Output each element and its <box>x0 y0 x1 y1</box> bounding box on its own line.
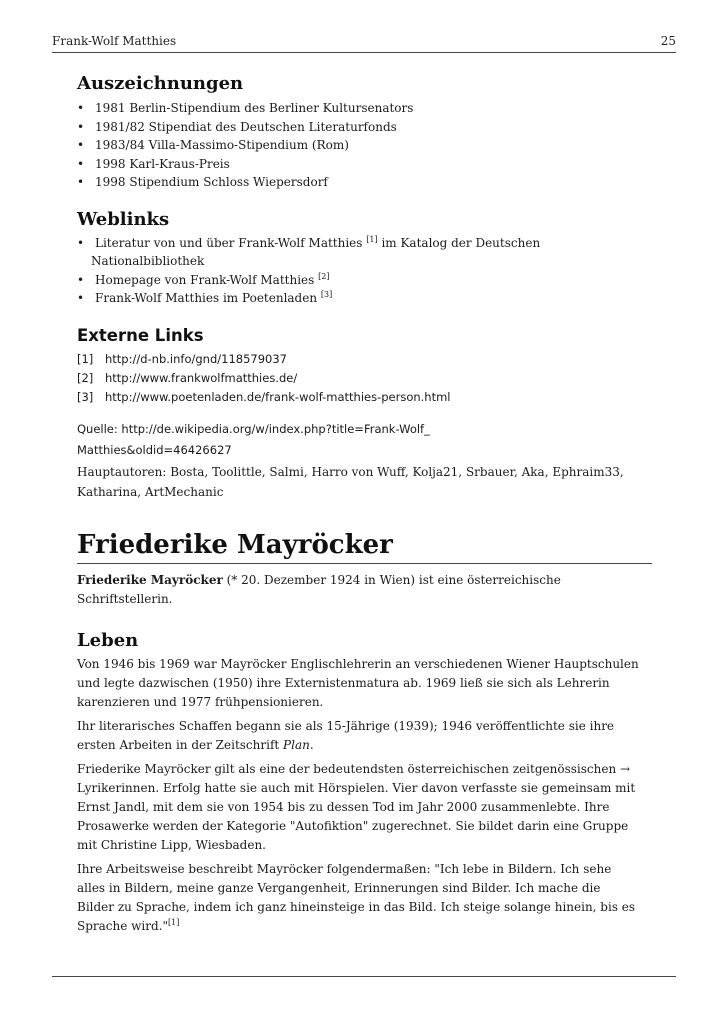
list-item <box>77 271 652 290</box>
bullet-icon: • <box>77 101 85 115</box>
page-number: 25 <box>660 34 676 48</box>
list-item <box>77 289 652 308</box>
article-intro: Friederike Mayröcker (* 20. Dezember 1924 in Wien) ist eine österreichische Schriftstellerin. <box>77 572 561 606</box>
link-number: [3] <box>77 389 94 404</box>
bullet-icon: • <box>77 156 85 171</box>
list-item: • 1998 Karl-Kraus-Preis <box>77 155 652 174</box>
page-content <box>77 72 652 936</box>
bullet-icon: • <box>77 235 85 250</box>
footnote-ref: [1] <box>366 234 378 244</box>
list-item: • 1983/84 Villa-Massimo-Stipendium (Rom) <box>77 136 652 155</box>
header-rule <box>52 52 676 53</box>
bullet-icon: • <box>77 175 85 189</box>
list-item <box>77 350 652 369</box>
list-item: • Literatur von und über Frank-Wolf Matthies [1] im Katalog der Deutschen Nationalbibliothek <box>77 234 541 268</box>
external-link[interactable]: http://www.frankwolfmatthies.de/ <box>105 370 298 385</box>
list-item: • 1981 Berlin-Stipendium des Berliner Kultursenators <box>77 99 652 118</box>
external-links-list <box>77 350 652 407</box>
weblink-2[interactable]: Homepage von Frank-Wolf Matthies <box>95 272 315 287</box>
section-heading-leben: Leben <box>77 629 139 651</box>
bullet-icon: • <box>77 119 85 134</box>
paragraph: Ihre Arbeitsweise beschreibt Mayröcker folgendermaßen: "Ich lebe in Bildern. Ich sehe alles in Bildern, meine ganze Vergangenheit, Erinnerungen sind Bilder. Ich mache die Bilder zu Sprache, indem ich ganz hineinsteige in das Bild. Ich steige solange hinein, bis es Sprache wird."[1] <box>77 861 636 933</box>
external-link[interactable]: http://www.poetenladen.de/frank-wolf-matthies-person.html <box>105 389 451 404</box>
awards-heading: Auszeichnungen <box>77 73 244 94</box>
paragraph: Friederike Mayröcker gilt als eine der bedeutendsten österreichischen zeitgenössischen → Lyrikerinnen. Erfolg hatte sie auch mit Hörspielen. Vier davon verfasste sie gemeinsam mit Ernst Jandl, mit dem sie von 1954 bis zu dessen Tod im Jahr 2000 zusammenlebte. Ihre Prosawerke werden der Kategorie "Autofiktion" zugerechnet. Sie bildet darin eine Gruppe mit Christine Lipp, Wiesbaden. <box>77 761 636 852</box>
link-number: [1] <box>77 351 94 366</box>
list-item <box>77 369 652 388</box>
footnote-ref: [2] <box>318 271 330 281</box>
bullet-icon: • <box>77 291 85 305</box>
weblinks-list <box>77 234 652 308</box>
footnote-ref: [3] <box>320 290 333 299</box>
footer-rule <box>52 976 676 977</box>
paragraph: Von 1946 bis 1969 war Mayröcker Englischlehrerin an verschiedenen Wiener Hauptschulen und legte dazwischen (1950) ihre Externistenmatura ab. 1969 ließ sie sich als Lehrerin karenzieren und 1977 frühpensionieren. <box>77 656 639 709</box>
list-item: • 1998 Stipendium Schloss Wiepersdorf <box>77 173 652 192</box>
weblink-1[interactable]: Literatur von und über Frank-Wolf Matthies <box>95 235 363 250</box>
paragraph: Ihr literarisches Schaffen begann sie als 15-Jährige (1939); 1946 veröffentlichte sie ihre ersten Arbeiten in der Zeitschrift Plan. <box>77 718 615 752</box>
bullet-icon: • <box>77 138 85 152</box>
footnote-ref: [1] <box>168 917 180 927</box>
article-title: Friederike Mayröcker <box>77 529 393 560</box>
link-number: [2] <box>77 370 94 385</box>
main-authors: Hauptautoren: Bosta, Toolittle, Salmi, Harro von Wuff, Kolja21, Srbauer, Aka, Ephraim33, Katharina, ArtMechanic <box>77 464 624 499</box>
title-rule <box>77 563 652 564</box>
list-item: • 1981/82 Stipendiat des Deutschen Literaturfonds <box>77 118 652 137</box>
awards-list <box>77 99 652 192</box>
header-author: Frank-Wolf Matthies <box>52 34 177 48</box>
external-links-heading: Externe Links <box>77 325 204 345</box>
weblinks-heading: Weblinks <box>77 208 170 230</box>
list-item <box>77 388 652 407</box>
weblink-3[interactable]: Frank-Wolf Matthies im Poetenladen <box>95 291 318 305</box>
bullet-icon: • <box>77 272 85 287</box>
source-note: Quelle: http://de.wikipedia.org/w/index.php?title=Frank-Wolf_ Matthies&oldid=46426627 <box>77 421 430 457</box>
external-link[interactable]: http://d-nb.info/gnd/118579037 <box>105 351 287 366</box>
